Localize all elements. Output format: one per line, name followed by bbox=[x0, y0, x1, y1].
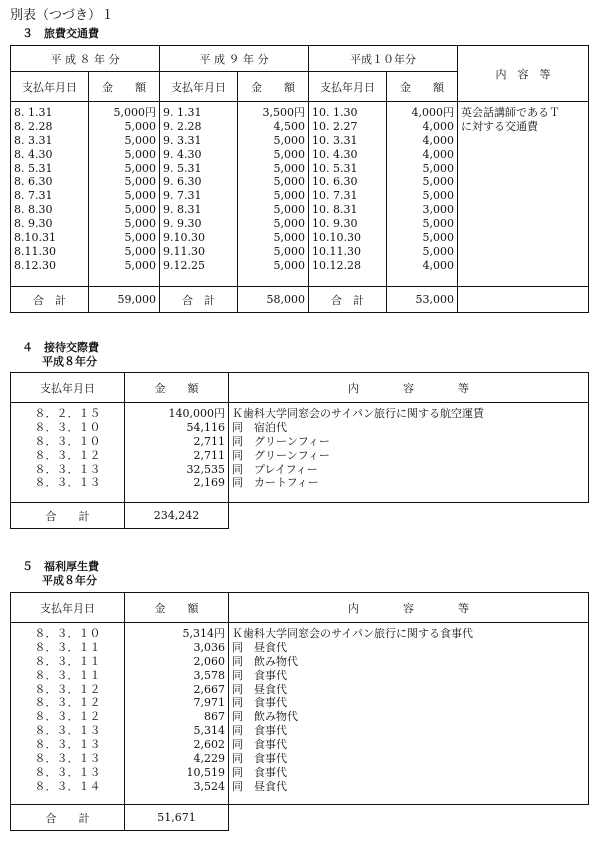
cell-line: 5,000 bbox=[124, 258, 156, 272]
y10-total-label: 合 計 bbox=[309, 287, 387, 313]
cell-line: 2,711 bbox=[193, 434, 225, 448]
cell-line: ８．３．１３ bbox=[34, 724, 101, 738]
y9-total-label: 合 計 bbox=[160, 287, 238, 313]
cell-line: 3,036 bbox=[193, 640, 225, 654]
cell-line: 同 食事代 bbox=[232, 738, 287, 752]
cell-line: 5,000 bbox=[273, 217, 305, 231]
cell-line: ８．３．１３ bbox=[34, 462, 101, 476]
cell-line: 10. 3.31 bbox=[312, 133, 358, 147]
y10-dates bbox=[309, 102, 387, 287]
cell-line: ８．３．１２ bbox=[34, 448, 101, 462]
cell-line: 4,000円 bbox=[411, 106, 454, 119]
section-5-title: ５ 福利厚生費 bbox=[22, 560, 99, 573]
cell-line: 同 プレイフィー bbox=[232, 462, 318, 476]
wel-amounts bbox=[125, 623, 229, 805]
y9-total: 58,000 bbox=[238, 287, 309, 313]
wel-content-header: 内 容 等 bbox=[229, 593, 589, 623]
cell-line: 10. 6.30 bbox=[312, 175, 358, 189]
cell-line: Ｋ歯科大学同窓会のサイパン旅行に関する食事代 bbox=[232, 627, 474, 640]
cell-line: ８．３．１３ bbox=[34, 738, 101, 752]
cell-line: 8. 4.30 bbox=[14, 147, 53, 161]
cell-line: 10.12.28 bbox=[312, 258, 361, 272]
cell-line: 同 カートフィー bbox=[232, 476, 319, 490]
entertainment-table bbox=[10, 372, 589, 529]
y9-amounts bbox=[238, 102, 309, 287]
cell-line: 5,000 bbox=[273, 244, 305, 258]
cell-line: 9. 5.31 bbox=[163, 161, 202, 175]
cell-line: ８．３．１３ bbox=[34, 752, 101, 766]
cell-line: 8. 8.30 bbox=[14, 203, 53, 217]
cell-line: ８．３．１２ bbox=[34, 682, 101, 696]
ent-amounts bbox=[125, 403, 229, 503]
cell-line: 8. 7.31 bbox=[14, 189, 53, 203]
travel-total-empty bbox=[458, 287, 589, 313]
cell-line: 8. 9.30 bbox=[14, 217, 53, 231]
cell-line: 5,000 bbox=[273, 189, 305, 203]
travel-content bbox=[458, 102, 589, 287]
cell-line: に対する交通費 bbox=[461, 119, 538, 133]
cell-line: 10. 5.31 bbox=[312, 161, 358, 175]
cell-line: 3,500円 bbox=[262, 106, 305, 119]
cell-line: 5,314 bbox=[193, 724, 225, 738]
welfare-table bbox=[10, 592, 589, 831]
cell-line: 同 昼食代 bbox=[232, 779, 287, 793]
cell-line: ８．３．１２ bbox=[34, 710, 101, 724]
y10-amounts bbox=[387, 102, 458, 287]
cell-line: 10. 9.30 bbox=[312, 217, 358, 231]
wel-date-header: 支払年月日 bbox=[11, 593, 125, 623]
cell-line: 9. 9.30 bbox=[163, 217, 202, 231]
ent-total: 234,242 bbox=[125, 503, 229, 529]
cell-line: 5,000 bbox=[422, 175, 454, 189]
cell-line: 4,000 bbox=[422, 258, 454, 272]
cell-line: 10.11.30 bbox=[312, 244, 361, 258]
cell-line: 9. 3.31 bbox=[163, 133, 202, 147]
cell-line: 5,000 bbox=[273, 231, 305, 245]
cell-line: 5,000 bbox=[124, 133, 156, 147]
cell-line: 9.10.30 bbox=[163, 231, 205, 245]
cell-line: 2,169 bbox=[193, 476, 225, 490]
cell-line: 4,000 bbox=[422, 147, 454, 161]
year8-header: 平 成 ８ 年 分 bbox=[11, 46, 160, 72]
cell-line: 5,000 bbox=[422, 217, 454, 231]
cell-line: 英会話講師であるＴ bbox=[461, 106, 560, 119]
y9-amount-header: 金 額 bbox=[238, 72, 309, 102]
cell-line: 同 宿泊代 bbox=[232, 420, 287, 434]
cell-line: 5,000 bbox=[124, 231, 156, 245]
section-5-subtitle: 平成８年分 bbox=[42, 574, 97, 587]
cell-line: 9. 6.30 bbox=[163, 175, 202, 189]
cell-line: 9. 8.31 bbox=[163, 203, 202, 217]
cell-line: 8. 6.30 bbox=[14, 175, 53, 189]
cell-line: 9.12.25 bbox=[163, 258, 205, 272]
ent-total-label: 合 計 bbox=[11, 503, 125, 529]
ent-content-header: 内 容 等 bbox=[229, 373, 589, 403]
cell-line: 7,971 bbox=[193, 696, 225, 710]
cell-line: 5,000 bbox=[273, 147, 305, 161]
cell-line: 同 食事代 bbox=[232, 724, 287, 738]
y8-total-label: 合 計 bbox=[11, 287, 89, 313]
cell-line: ８．３．１０ bbox=[34, 627, 101, 640]
y10-total: 53,000 bbox=[387, 287, 458, 313]
cell-line: 同 昼食代 bbox=[232, 640, 287, 654]
cell-line: 4,000 bbox=[422, 133, 454, 147]
cell-line: 同 飲み物代 bbox=[232, 654, 298, 668]
cell-line: 8.11.30 bbox=[14, 244, 56, 258]
cell-line: 同 食事代 bbox=[232, 696, 287, 710]
cell-line: 10. 1.30 bbox=[312, 106, 358, 119]
y8-date-header: 支払年月日 bbox=[11, 72, 89, 102]
cell-line: 同 食事代 bbox=[232, 668, 287, 682]
cell-line: 8. 1.31 bbox=[14, 106, 53, 119]
cell-line: 8.10.31 bbox=[14, 231, 56, 245]
cell-line: 5,000 bbox=[422, 244, 454, 258]
cell-line: 10. 7.31 bbox=[312, 189, 358, 203]
y8-total: 59,000 bbox=[89, 287, 160, 313]
travel-table bbox=[10, 45, 589, 313]
y10-amount-header: 金 額 bbox=[387, 72, 458, 102]
y8-dates bbox=[11, 102, 89, 287]
cell-line: 5,000 bbox=[273, 161, 305, 175]
wel-total-label: 合 計 bbox=[11, 805, 125, 831]
cell-line: 5,314円 bbox=[182, 627, 225, 640]
cell-line: 同 食事代 bbox=[232, 752, 287, 766]
cell-line: ８．３．１２ bbox=[34, 696, 101, 710]
cell-line: ８．３．１１ bbox=[34, 654, 101, 668]
cell-line: ８．３．１１ bbox=[34, 668, 101, 682]
cell-line: Ｋ歯科大学同窓会のサイパン旅行に関する航空運賃 bbox=[232, 407, 485, 420]
cell-line: 同 飲み物代 bbox=[232, 710, 298, 724]
cell-line: 5,000 bbox=[124, 175, 156, 189]
cell-line: 同 グリーンフィー bbox=[232, 434, 330, 448]
cell-line: 9.11.30 bbox=[163, 244, 205, 258]
cell-line: 8. 5.31 bbox=[14, 161, 53, 175]
cell-line: 8. 3.31 bbox=[14, 133, 53, 147]
cell-line: 9. 7.31 bbox=[163, 189, 202, 203]
cell-line: 同 グリーンフィー bbox=[232, 448, 330, 462]
cell-line: 5,000円 bbox=[113, 106, 156, 119]
cell-line: 2,060 bbox=[193, 654, 225, 668]
ent-dates bbox=[11, 403, 125, 503]
cell-line: 3,578 bbox=[193, 668, 225, 682]
y10-date-header: 支払年月日 bbox=[309, 72, 387, 102]
wel-amount-header: 金 額 bbox=[125, 593, 229, 623]
cell-line: 10. 2.27 bbox=[312, 119, 358, 133]
cell-line: 10,519 bbox=[186, 765, 225, 779]
cell-line: ８．３．１４ bbox=[34, 779, 101, 793]
wel-contents bbox=[229, 623, 589, 805]
cell-line: 4,000 bbox=[422, 119, 454, 133]
y9-dates bbox=[160, 102, 238, 287]
section-4-subtitle: 平成８年分 bbox=[42, 355, 97, 368]
cell-line: 5,000 bbox=[124, 203, 156, 217]
cell-line: ８．２．１５ bbox=[34, 407, 101, 420]
cell-line: 5,000 bbox=[273, 175, 305, 189]
cell-line: 5,000 bbox=[124, 244, 156, 258]
ent-total-empty bbox=[229, 503, 589, 529]
cell-line: 3,524 bbox=[193, 779, 225, 793]
wel-total-empty bbox=[229, 805, 589, 831]
cell-line: 4,500 bbox=[273, 119, 305, 133]
ent-date-header: 支払年月日 bbox=[11, 373, 125, 403]
cell-line: 8. 2.28 bbox=[14, 119, 53, 133]
cell-line: 5,000 bbox=[273, 203, 305, 217]
wel-total: 51,671 bbox=[125, 805, 229, 831]
section-4-title: ４ 接待交際費 bbox=[22, 341, 99, 354]
cell-line: 2,602 bbox=[193, 738, 225, 752]
cell-line: 5,000 bbox=[273, 133, 305, 147]
cell-line: 5,000 bbox=[124, 217, 156, 231]
cell-line: 同 食事代 bbox=[232, 765, 287, 779]
cell-line: 9. 4.30 bbox=[163, 147, 202, 161]
cell-line: ８．３．１０ bbox=[34, 434, 101, 448]
cell-line: 5,000 bbox=[124, 189, 156, 203]
y9-date-header: 支払年月日 bbox=[160, 72, 238, 102]
cell-line: ８．３．１１ bbox=[34, 640, 101, 654]
cell-line: 2,711 bbox=[193, 448, 225, 462]
year9-header: 平 成 ９ 年 分 bbox=[160, 46, 309, 72]
ent-amount-header: 金 額 bbox=[125, 373, 229, 403]
cell-line: 5,000 bbox=[422, 161, 454, 175]
y8-amount-header: 金 額 bbox=[89, 72, 160, 102]
content-header: 内 容 等 bbox=[458, 46, 589, 102]
cell-line: 32,535 bbox=[186, 462, 225, 476]
cell-line: 867 bbox=[204, 710, 225, 724]
page-title: 別表（つづき）１ bbox=[10, 8, 115, 23]
cell-line: 5,000 bbox=[422, 189, 454, 203]
cell-line: 4,229 bbox=[193, 752, 225, 766]
cell-line: 2,667 bbox=[193, 682, 225, 696]
cell-line: 9. 1.31 bbox=[163, 106, 202, 119]
cell-line: 10. 8.31 bbox=[312, 203, 358, 217]
cell-line: 5,000 bbox=[273, 258, 305, 272]
cell-line: 5,000 bbox=[124, 147, 156, 161]
cell-line: 3,000 bbox=[422, 203, 454, 217]
cell-line: 5,000 bbox=[422, 231, 454, 245]
y8-amounts bbox=[89, 102, 160, 287]
cell-line: 140,000円 bbox=[168, 407, 225, 420]
cell-line: 54,116 bbox=[186, 420, 225, 434]
ent-contents bbox=[229, 403, 589, 503]
wel-dates bbox=[11, 623, 125, 805]
cell-line: 同 昼食代 bbox=[232, 682, 287, 696]
cell-line: 9. 2.28 bbox=[163, 119, 202, 133]
cell-line: ８．３．１０ bbox=[34, 420, 101, 434]
year10-header: 平成１０年分 bbox=[309, 46, 458, 72]
cell-line: ８．３．１３ bbox=[34, 765, 101, 779]
cell-line: 5,000 bbox=[124, 161, 156, 175]
cell-line: 10. 4.30 bbox=[312, 147, 358, 161]
cell-line: 10.10.30 bbox=[312, 231, 361, 245]
cell-line: ８．３．１３ bbox=[34, 476, 101, 490]
cell-line: 8.12.30 bbox=[14, 258, 56, 272]
section-3-title: ３ 旅費交通費 bbox=[22, 27, 99, 40]
cell-line: 5,000 bbox=[124, 119, 156, 133]
